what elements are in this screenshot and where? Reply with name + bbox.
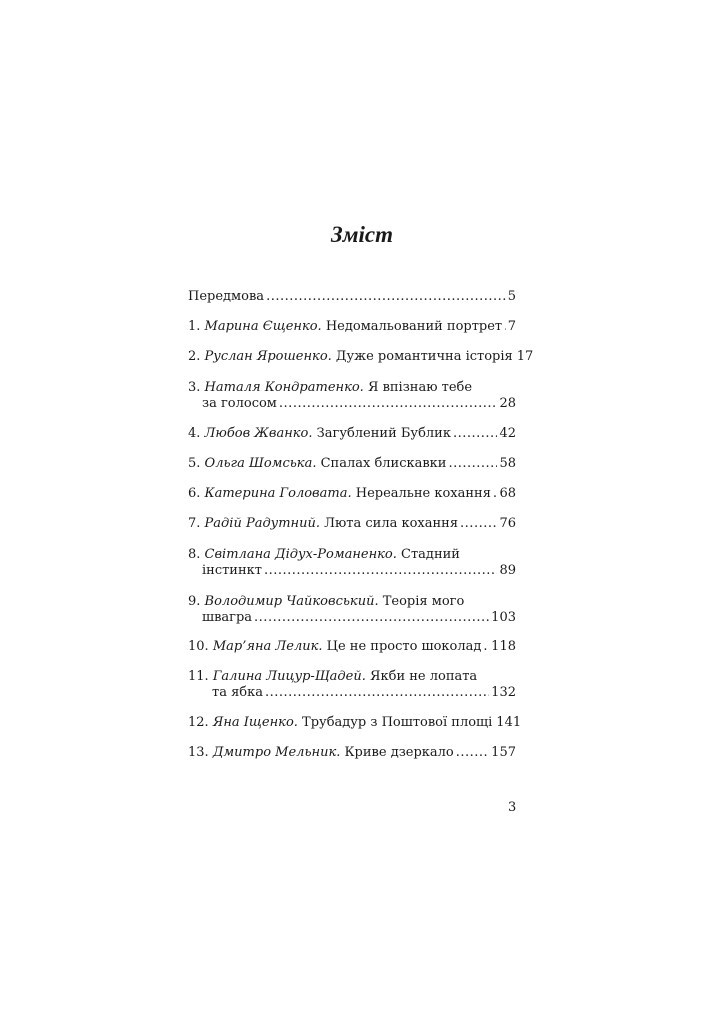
toc-line [188, 745, 516, 761]
page-title: Зміст [331, 222, 393, 247]
entry-title: Трубадур з Поштової площі [302, 715, 493, 730]
dot-leader [504, 319, 506, 335]
entry-author: Любов Жванко. [204, 426, 313, 441]
entry-page: 42 [499, 426, 516, 441]
dot-leader [279, 396, 498, 412]
entry-number: 6. [188, 486, 201, 501]
toc-entry[interactable] [188, 516, 516, 532]
dot-leader [493, 486, 498, 502]
toc-entry[interactable] [188, 380, 516, 412]
toc-line [188, 516, 516, 532]
toc-entry[interactable] [188, 594, 516, 626]
dot-leader [254, 610, 489, 626]
entry-number: 1. [188, 319, 201, 334]
entry-page: 76 [499, 516, 516, 531]
entry-page: 132 [491, 685, 516, 700]
entry-number: 12. [188, 715, 209, 730]
toc-entry[interactable] [188, 547, 516, 579]
entry-title: Люта сила кохання [324, 516, 459, 531]
entry-number: 9. [188, 594, 201, 609]
entry-page: 118 [491, 639, 516, 654]
toc-line [188, 547, 516, 563]
toc-entry[interactable] [188, 486, 516, 502]
page-number: 3 [508, 800, 517, 815]
entry-title: Це не просто шоколад [326, 639, 482, 654]
dot-leader [460, 516, 497, 532]
entry-author: Яна Іщенко. [212, 715, 298, 730]
entry-page: 5 [507, 289, 516, 304]
entry-number: 11. [188, 669, 209, 684]
entry-title: Передмова [188, 289, 265, 304]
toc-line [188, 639, 516, 655]
entry-title: Якби не лопата [370, 669, 478, 684]
dot-leader [265, 685, 489, 701]
toc-line [188, 594, 516, 610]
entry-title-continued: інстинкт [202, 563, 262, 578]
entry-title-continued: за голосом [202, 396, 277, 411]
toc-line [188, 380, 516, 396]
toc-line [188, 456, 516, 472]
entry-title: Спалах блискавки [320, 456, 447, 471]
entry-page: 89 [499, 563, 516, 578]
toc-entry[interactable] [188, 669, 516, 701]
entry-number: 5. [188, 456, 201, 471]
entry-title: Криве дзеркало [344, 745, 454, 760]
entry-title: Недомальований портрет [325, 319, 503, 334]
entry-author: Ольга Шомська. [204, 456, 317, 471]
toc-line [188, 685, 516, 701]
toc-line [188, 319, 516, 335]
toc-entry[interactable] [188, 639, 516, 655]
entry-author: Руслан Ярошенко. [204, 349, 332, 364]
entry-page: 103 [491, 610, 516, 625]
entry-number: 8. [188, 547, 201, 562]
toc-line [188, 610, 516, 626]
entry-author: Світлана Дідух-Романенко. [204, 547, 397, 562]
toc-entry[interactable] [188, 426, 516, 442]
toc-entry[interactable] [188, 715, 522, 731]
toc-entry[interactable] [188, 319, 516, 335]
toc-entry[interactable] [188, 456, 516, 472]
toc-entry[interactable] [188, 349, 534, 365]
entry-author: Мар’яна Лелик. [212, 639, 323, 654]
entry-page: 141 [496, 715, 522, 730]
entry-title: Я впізнаю тебе [367, 380, 473, 395]
dot-leader [264, 563, 498, 579]
entry-author: Радій Радутний. [204, 516, 320, 531]
entry-title: Нереальне кохання [355, 486, 491, 501]
entry-author: Володимир Чайковський. [204, 594, 379, 609]
entry-number: 3. [188, 380, 201, 395]
entry-title: Стадний [401, 547, 460, 562]
dot-leader [266, 289, 506, 305]
entry-title: Дуже романтична історія [335, 349, 513, 364]
entry-title: Теорія мого [382, 594, 465, 609]
entry-number: 2. [188, 349, 201, 364]
entry-author: Марина Єщенко. [204, 319, 322, 334]
entry-author: Галина Лицур-Щадей. [212, 669, 366, 684]
entry-page: 157 [491, 745, 516, 760]
entry-page: 7 [507, 319, 516, 334]
toc-line [188, 669, 516, 685]
dot-leader [453, 426, 498, 442]
toc-line [188, 396, 516, 412]
entry-number: 7. [188, 516, 201, 531]
entry-number: 10. [188, 639, 209, 654]
entry-page: 58 [499, 456, 516, 471]
entry-author: Дмитро Мельник. [212, 745, 341, 760]
entry-author: Наталя Кондратенко. [204, 380, 364, 395]
entry-title: Загублений Бублик [316, 426, 451, 441]
toc-line [188, 426, 516, 442]
dot-leader [456, 745, 489, 761]
toc-line [188, 289, 516, 305]
entry-page: 17 [516, 349, 534, 364]
toc-line [188, 486, 516, 502]
entry-author: Катерина Головата. [204, 486, 352, 501]
entry-title-continued: швагра [202, 610, 253, 625]
toc-line [188, 349, 534, 365]
entry-number: 13. [188, 745, 209, 760]
dot-leader [448, 456, 497, 472]
entry-number: 4. [188, 426, 201, 441]
entry-page: 68 [499, 486, 516, 501]
toc-line [188, 563, 516, 579]
entry-page: 28 [499, 396, 516, 411]
toc-entry[interactable] [188, 745, 516, 761]
entry-title-continued: та ябка [212, 685, 263, 700]
toc-entry[interactable] [188, 289, 516, 305]
dot-leader [483, 639, 489, 655]
toc-line [188, 715, 522, 731]
